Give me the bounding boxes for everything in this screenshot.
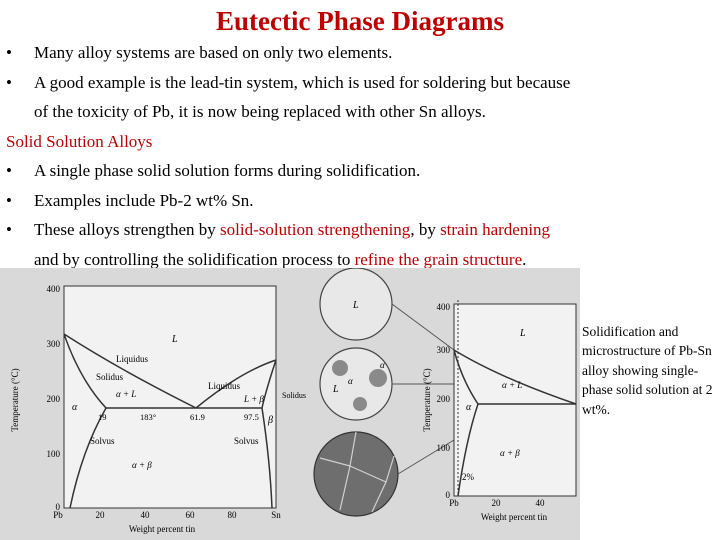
bullet-symbol: •: [6, 43, 12, 62]
bullet-item: [6, 215, 714, 245]
bullet-symbol: •: [6, 72, 12, 92]
label-composition-97-5: 97.5: [244, 412, 259, 422]
label-liquid-plus-beta: L + β: [244, 394, 264, 404]
right-ylabel: Temperature (°C): [422, 368, 432, 432]
micro-alpha-grain: [353, 397, 367, 411]
right-ytick: 400: [436, 302, 450, 312]
micro-alpha-grain: [369, 369, 387, 387]
label-alpha-plus-liquid: α + L: [116, 389, 137, 399]
bullet-text: of the toxicity of Pb, it is now being replaced with other Sn alloys.: [34, 102, 486, 121]
left-ytick: 200: [46, 394, 60, 404]
highlight-term: refine the grain structure: [354, 249, 523, 269]
left-ylabel: Temperature (°C): [10, 368, 20, 432]
right-ytick: 0: [445, 490, 450, 500]
text-block: [6, 38, 714, 274]
label-solidus-right: Solidus: [282, 391, 307, 400]
label-liquid: L: [172, 334, 178, 345]
left-xtick: 20: [95, 510, 105, 520]
label-liquidus-right: Liquidus: [208, 381, 241, 391]
left-xlabel: Weight percent tin: [128, 524, 196, 534]
right-label-composition: 2%: [462, 472, 474, 482]
bullet-text: A good example is the lead-tin system, which is used for soldering but because: [34, 72, 571, 92]
label-composition-19: 19: [98, 412, 107, 422]
right-ytick: 200: [436, 394, 450, 404]
label-solvus-right: Solvus: [234, 436, 259, 446]
bullet-symbol: •: [6, 190, 12, 210]
right-ytick: 100: [436, 443, 450, 453]
right-xtick: 40: [535, 498, 545, 508]
left-xtick: Pb: [53, 510, 63, 520]
right-label-alpha-plus-beta: α + β: [500, 448, 520, 458]
label-alpha: α: [72, 402, 78, 413]
right-ytick: 300: [436, 345, 450, 355]
left-xtick: Sn: [271, 510, 281, 520]
bullet-text: and by controlling the solidification process to: [34, 249, 355, 269]
micro-label-liquid: L: [353, 300, 359, 311]
left-ytick: 0: [55, 502, 60, 512]
left-ytick: 400: [46, 284, 60, 294]
right-label-liquid: L: [520, 328, 526, 339]
label-liquidus: Liquidus: [116, 354, 149, 364]
right-plot-area: [454, 304, 576, 496]
label-solidus: Solidus: [96, 372, 124, 382]
bullet-symbol: •: [6, 161, 12, 180]
bullet-item: [6, 38, 714, 68]
label-composition-61-9: 61.9: [190, 412, 205, 422]
bullet-symbol: •: [6, 220, 12, 239]
slide-title: Eutectic Phase Diagrams: [216, 6, 504, 36]
bullet-text: A single phase solid solution forms during solidification.: [34, 161, 421, 180]
micro-label-liquid: L: [333, 384, 339, 395]
right-label-alpha-plus-liquid: α + L: [502, 380, 523, 390]
micro-solid-circle: [314, 432, 398, 516]
left-xtick: 60: [185, 510, 195, 520]
bullet-item: [6, 156, 714, 186]
right-xtick: Pb: [449, 498, 459, 508]
bullet-text: Examples include Pb-2 wt% Sn.: [34, 190, 254, 210]
label-alpha-plus-beta: α + β: [132, 460, 152, 470]
bullet-continuation: [6, 97, 714, 127]
bullet-text: Many alloy systems are based on only two elements.: [34, 43, 393, 62]
bullet-item: [6, 68, 714, 98]
right-xlabel: Weight percent tin: [480, 512, 548, 522]
left-ytick: 100: [46, 449, 60, 459]
bullet-text: .: [522, 249, 527, 269]
label-beta: β: [268, 415, 273, 426]
bullet-text: These alloys strengthen by: [34, 220, 221, 239]
micro-label-alpha: α: [348, 376, 353, 386]
right-xtick: 20: [491, 498, 501, 508]
left-xtick: 40: [140, 510, 150, 520]
left-ytick: 300: [46, 339, 60, 349]
right-label-alpha: α: [466, 402, 472, 413]
label-temperature-183: 183°: [140, 412, 157, 422]
micro-label-alpha: α: [380, 360, 385, 370]
highlight-term: strain hardening: [440, 220, 551, 239]
bullet-item: [6, 186, 714, 216]
figure-caption: Solidification and microstructure of Pb-Sn alloy showing single-phase solid solution at 2 wt%.: [582, 324, 713, 417]
highlight-term: solid-solution strengthening: [220, 220, 411, 239]
bullet-text: , by: [410, 220, 441, 239]
micro-alpha-grain: [332, 360, 348, 376]
section-heading: Solid Solution Alloys: [6, 131, 153, 151]
label-solvus-left: Solvus: [90, 436, 115, 446]
left-xtick: 80: [227, 510, 237, 520]
